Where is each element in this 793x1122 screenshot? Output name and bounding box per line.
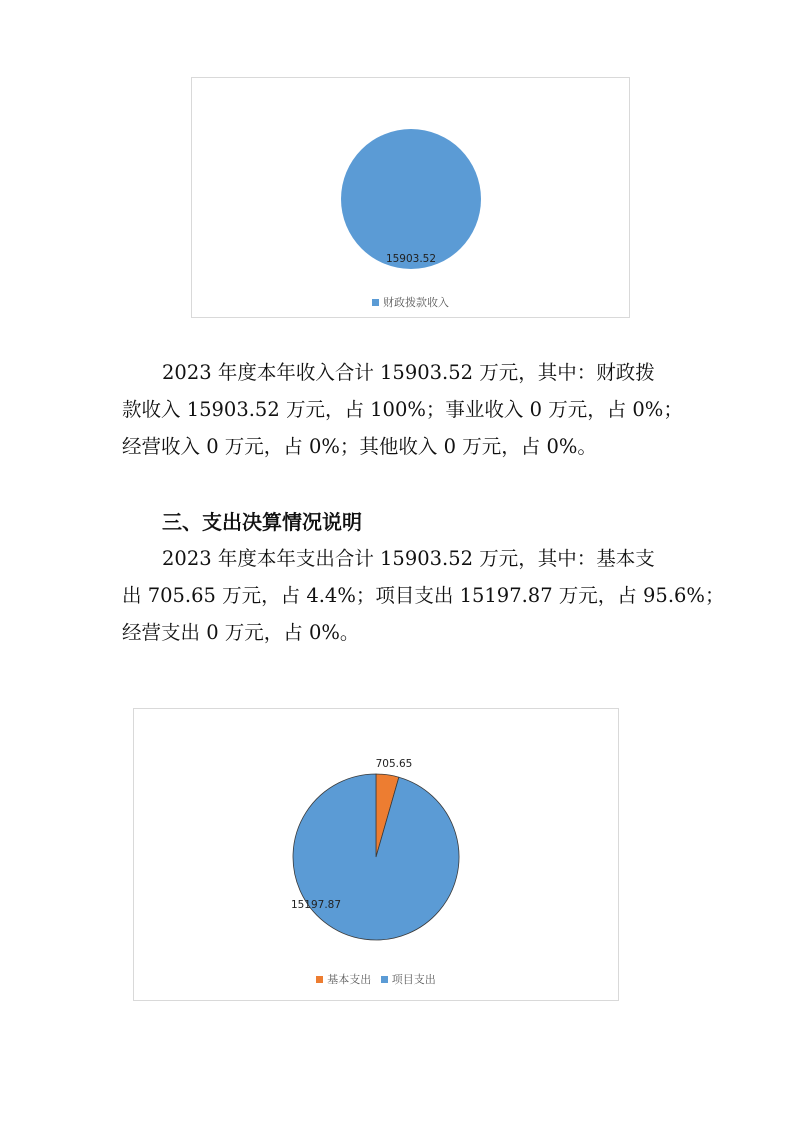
income-pie-svg <box>192 78 629 317</box>
basic-expense-data-label: 705.65 <box>375 758 413 770</box>
expense-legend <box>134 971 618 987</box>
legend-label: 财政拨款收入 <box>383 296 449 309</box>
legend-swatch <box>316 976 323 983</box>
fiscal-income-slice <box>341 129 481 269</box>
income-legend <box>192 294 629 310</box>
project-expense-data-label: 15197.87 <box>290 899 342 911</box>
paragraph-line: 2023 年度本年支出合计 15903.52 万元，其中：基本支 <box>162 547 655 570</box>
legend-swatch <box>381 976 388 983</box>
expense-pie-svg <box>134 709 618 1000</box>
income-paragraph <box>122 354 682 465</box>
expense-paragraph <box>122 540 725 651</box>
legend-item-project-expense <box>381 971 436 987</box>
fiscal-income-data-label: 15903.52 <box>385 253 437 265</box>
section-heading: 三、支出决算情况说明 <box>162 510 362 534</box>
legend-item-basic-expense <box>316 971 371 987</box>
income-chart <box>191 77 630 318</box>
expense-chart <box>133 708 619 1001</box>
project-expense-slice <box>290 774 459 940</box>
paragraph-line: 2023 年度本年收入合计 15903.52 万元，其中：财政拨 <box>162 361 655 384</box>
paragraph-line: 经营支出 0 万元，占 0%。 <box>122 621 360 644</box>
legend-swatch <box>372 299 379 306</box>
legend-label: 项目支出 <box>391 973 436 986</box>
legend-item-fiscal-income <box>372 294 449 310</box>
legend-label: 基本支出 <box>327 973 372 986</box>
paragraph-line: 出 705.65 万元，占 4.4%；项目支出 15197.87 万元，占 95.6%； <box>122 584 725 607</box>
paragraph-line: 经营收入 0 万元，占 0%；其他收入 0 万元，占 0%。 <box>122 435 597 458</box>
paragraph-line: 款收入 15903.52 万元，占 100%；事业收入 0 万元，占 0%； <box>122 398 683 421</box>
